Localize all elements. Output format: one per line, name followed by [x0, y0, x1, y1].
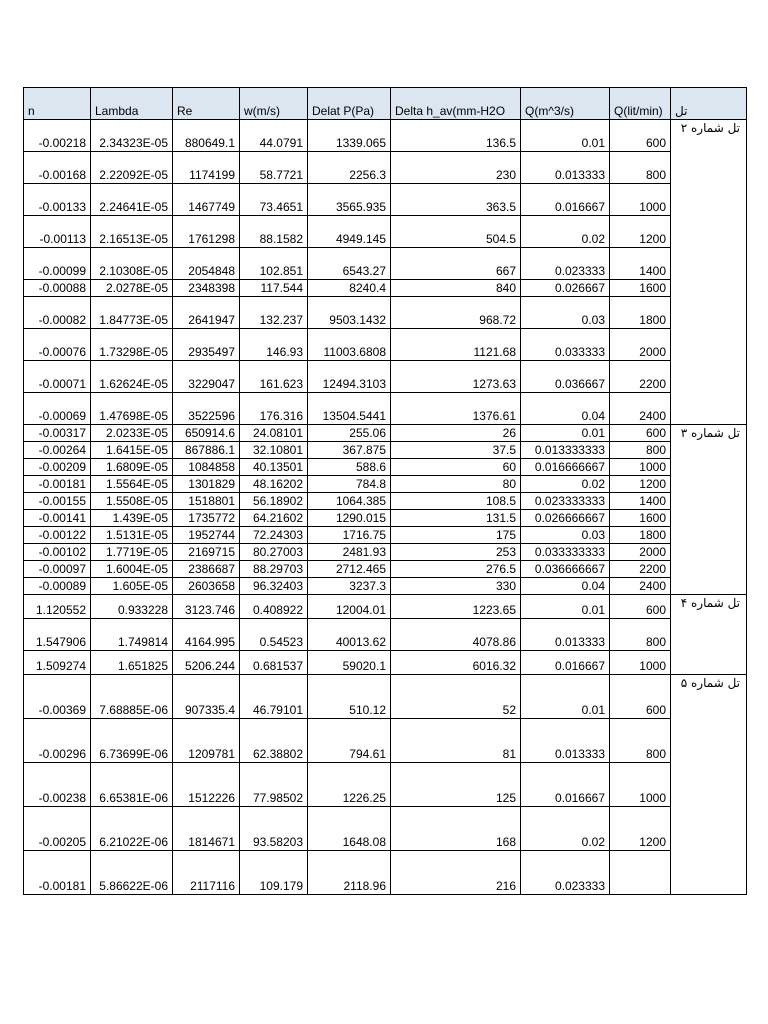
- cell-velocity: 102.851: [240, 248, 308, 280]
- cell-velocity: 176.316: [240, 393, 308, 425]
- cell-n: -0.00122: [24, 527, 91, 544]
- cell-q-m3s: 0.013333: [521, 619, 610, 651]
- cell-lambda: 1.62624E-05: [91, 361, 173, 393]
- cell-n: -0.00238: [24, 763, 91, 807]
- cell-n: -0.00097: [24, 561, 91, 578]
- cell-q-lit-min: 600: [610, 120, 671, 152]
- cell-delta-h: 216: [391, 851, 521, 895]
- cell-delta-h: 26: [391, 425, 521, 442]
- cell-delta-p: 59020.1: [308, 651, 391, 675]
- header-n: n: [24, 88, 91, 120]
- cell-delta-p: 13504.5441: [308, 393, 391, 425]
- cell-re: 880649.1: [173, 120, 240, 152]
- cell-re: 1301829: [173, 476, 240, 493]
- cell-delta-p: 794.61: [308, 719, 391, 763]
- data-table: [23, 87, 747, 895]
- cell-re: 1084858: [173, 459, 240, 476]
- cell-lambda: 1.651825: [91, 651, 173, 675]
- header-delta-h: Delta h_av(mm-H2O: [391, 88, 521, 120]
- cell-n: -0.00155: [24, 493, 91, 510]
- cell-delta-p: 2481.93: [308, 544, 391, 561]
- cell-delta-p: 588.6: [308, 459, 391, 476]
- cell-q-lit-min: 1800: [610, 297, 671, 329]
- group-label: تل شماره ۴: [671, 595, 747, 675]
- cell-delta-h: 108.5: [391, 493, 521, 510]
- cell-lambda: 6.73699E-06: [91, 719, 173, 763]
- cell-q-lit-min: 1800: [610, 527, 671, 544]
- cell-delta-p: 2256.3: [308, 152, 391, 184]
- cell-delta-h: 4078.86: [391, 619, 521, 651]
- cell-q-lit-min: 600: [610, 595, 671, 619]
- cell-re: 650914.6: [173, 425, 240, 442]
- cell-re: 1814671: [173, 807, 240, 851]
- cell-delta-h: 504.5: [391, 216, 521, 248]
- cell-delta-p: 2712.465: [308, 561, 391, 578]
- cell-q-lit-min: 800: [610, 619, 671, 651]
- cell-velocity: 58.7721: [240, 152, 308, 184]
- cell-lambda: 1.749814: [91, 619, 173, 651]
- cell-q-lit-min: 800: [610, 152, 671, 184]
- cell-delta-p: 367.875: [308, 442, 391, 459]
- cell-q-m3s: 0.023333: [521, 248, 610, 280]
- cell-q-m3s: 0.016666667: [521, 459, 610, 476]
- cell-delta-p: 4949.145: [308, 216, 391, 248]
- cell-q-lit-min: 1000: [610, 184, 671, 216]
- table-row: [24, 561, 747, 578]
- cell-delta-h: 1223.65: [391, 595, 521, 619]
- table-row: [24, 442, 747, 459]
- cell-delta-h: 840: [391, 280, 521, 297]
- cell-lambda: 7.68885E-06: [91, 675, 173, 719]
- cell-q-m3s: 0.036666667: [521, 561, 610, 578]
- table-body: [24, 120, 747, 895]
- cell-delta-h: 1121.68: [391, 329, 521, 361]
- cell-delta-p: 12494.3103: [308, 361, 391, 393]
- table-row: [24, 329, 747, 361]
- cell-q-m3s: 0.02: [521, 807, 610, 851]
- cell-q-lit-min: 800: [610, 719, 671, 763]
- cell-n: -0.00141: [24, 510, 91, 527]
- cell-n: -0.00369: [24, 675, 91, 719]
- cell-velocity: 72.24303: [240, 527, 308, 544]
- table-row: [24, 216, 747, 248]
- cell-q-m3s: 0.013333333: [521, 442, 610, 459]
- cell-delta-h: 37.5: [391, 442, 521, 459]
- cell-n: -0.00082: [24, 297, 91, 329]
- table-row: [24, 807, 747, 851]
- cell-delta-p: 12004.01: [308, 595, 391, 619]
- cell-q-m3s: 0.01: [521, 425, 610, 442]
- cell-re: 1174199: [173, 152, 240, 184]
- cell-lambda: 1.5131E-05: [91, 527, 173, 544]
- group-label: تل شماره ۳: [671, 425, 747, 595]
- cell-n: -0.00088: [24, 280, 91, 297]
- table-row: [24, 425, 747, 442]
- cell-re: 1209781: [173, 719, 240, 763]
- table-row: [24, 510, 747, 527]
- cell-n: -0.00205: [24, 807, 91, 851]
- cell-q-m3s: 0.016667: [521, 184, 610, 216]
- cell-delta-h: 253: [391, 544, 521, 561]
- cell-lambda: 6.21022E-06: [91, 807, 173, 851]
- cell-velocity: 88.1582: [240, 216, 308, 248]
- table-row: [24, 493, 747, 510]
- table-row: [24, 527, 747, 544]
- cell-delta-p: 3565.935: [308, 184, 391, 216]
- cell-delta-p: 784.8: [308, 476, 391, 493]
- header-q-lit-min: Q(lit/min): [610, 88, 671, 120]
- cell-delta-p: 8240.4: [308, 280, 391, 297]
- header-lambda: Lambda: [91, 88, 173, 120]
- cell-re: 1512226: [173, 763, 240, 807]
- cell-re: 1952744: [173, 527, 240, 544]
- cell-delta-h: 81: [391, 719, 521, 763]
- cell-q-m3s: 0.033333: [521, 329, 610, 361]
- cell-n: -0.00099: [24, 248, 91, 280]
- cell-velocity: 0.681537: [240, 651, 308, 675]
- cell-n: -0.00218: [24, 120, 91, 152]
- cell-delta-p: 9503.1432: [308, 297, 391, 329]
- cell-q-lit-min: 600: [610, 425, 671, 442]
- cell-velocity: 64.21602: [240, 510, 308, 527]
- table-row: [24, 120, 747, 152]
- table-row: [24, 280, 747, 297]
- cell-re: 907335.4: [173, 675, 240, 719]
- cell-q-m3s: 0.033333333: [521, 544, 610, 561]
- cell-q-m3s: 0.016667: [521, 651, 610, 675]
- cell-lambda: 1.47698E-05: [91, 393, 173, 425]
- cell-re: 2386687: [173, 561, 240, 578]
- cell-q-lit-min: 1000: [610, 459, 671, 476]
- cell-delta-p: 1290.015: [308, 510, 391, 527]
- table-row: [24, 763, 747, 807]
- cell-q-m3s: 0.023333: [521, 851, 610, 895]
- cell-delta-h: 52: [391, 675, 521, 719]
- cell-q-lit-min: 2000: [610, 329, 671, 361]
- cell-re: 2348398: [173, 280, 240, 297]
- cell-q-m3s: 0.036667: [521, 361, 610, 393]
- cell-lambda: 1.605E-05: [91, 578, 173, 595]
- cell-velocity: 24.08101: [240, 425, 308, 442]
- cell-lambda: 2.0233E-05: [91, 425, 173, 442]
- table-row: [24, 248, 747, 280]
- cell-q-lit-min: 2200: [610, 361, 671, 393]
- cell-lambda: 2.0278E-05: [91, 280, 173, 297]
- cell-delta-h: 175: [391, 527, 521, 544]
- header-velocity: w(m/s): [240, 88, 308, 120]
- cell-re: 1467749: [173, 184, 240, 216]
- cell-lambda: 2.24641E-05: [91, 184, 173, 216]
- cell-q-lit-min: 1200: [610, 476, 671, 493]
- cell-lambda: 1.5508E-05: [91, 493, 173, 510]
- cell-q-lit-min: 600: [610, 675, 671, 719]
- cell-q-m3s: 0.02: [521, 476, 610, 493]
- cell-delta-h: 276.5: [391, 561, 521, 578]
- table-row: [24, 544, 747, 561]
- cell-velocity: 146.93: [240, 329, 308, 361]
- cell-velocity: 161.623: [240, 361, 308, 393]
- cell-n: 1.509274: [24, 651, 91, 675]
- cell-re: 2054848: [173, 248, 240, 280]
- cell-lambda: 1.439E-05: [91, 510, 173, 527]
- cell-velocity: 48.16202: [240, 476, 308, 493]
- cell-re: 867886.1: [173, 442, 240, 459]
- cell-n: -0.00113: [24, 216, 91, 248]
- cell-velocity: 77.98502: [240, 763, 308, 807]
- header-row: [24, 88, 747, 120]
- cell-q-m3s: 0.02: [521, 216, 610, 248]
- cell-q-m3s: 0.013333: [521, 152, 610, 184]
- cell-velocity: 46.79101: [240, 675, 308, 719]
- cell-velocity: 117.544: [240, 280, 308, 297]
- cell-re: 1518801: [173, 493, 240, 510]
- cell-q-lit-min: 1000: [610, 763, 671, 807]
- cell-q-lit-min: 2000: [610, 544, 671, 561]
- table-row: [24, 675, 747, 719]
- cell-delta-p: 1226.25: [308, 763, 391, 807]
- cell-q-lit-min: 1400: [610, 493, 671, 510]
- cell-n: -0.00181: [24, 476, 91, 493]
- cell-lambda: 0.933228: [91, 595, 173, 619]
- cell-n: -0.00181: [24, 851, 91, 895]
- cell-n: -0.00133: [24, 184, 91, 216]
- cell-q-m3s: 0.026666667: [521, 510, 610, 527]
- cell-delta-p: 510.12: [308, 675, 391, 719]
- cell-delta-p: 2118.96: [308, 851, 391, 895]
- cell-velocity: 32.10801: [240, 442, 308, 459]
- cell-n: -0.00209: [24, 459, 91, 476]
- cell-q-m3s: 0.01: [521, 120, 610, 152]
- cell-delta-h: 667: [391, 248, 521, 280]
- cell-n: -0.00296: [24, 719, 91, 763]
- cell-velocity: 0.54523: [240, 619, 308, 651]
- cell-velocity: 62.38802: [240, 719, 308, 763]
- cell-delta-h: 168: [391, 807, 521, 851]
- cell-q-lit-min: 1600: [610, 510, 671, 527]
- cell-lambda: 1.6415E-05: [91, 442, 173, 459]
- cell-delta-h: 363.5: [391, 184, 521, 216]
- cell-q-m3s: 0.026667: [521, 280, 610, 297]
- cell-lambda: 1.6004E-05: [91, 561, 173, 578]
- header-q-m3s: Q(m^3/s): [521, 88, 610, 120]
- group-label: تل شماره ۵: [671, 675, 747, 895]
- cell-lambda: 1.5564E-05: [91, 476, 173, 493]
- cell-q-m3s: 0.016667: [521, 763, 610, 807]
- cell-delta-p: 1648.08: [308, 807, 391, 851]
- cell-lambda: 2.16513E-05: [91, 216, 173, 248]
- table-row: [24, 619, 747, 651]
- table-row: [24, 393, 747, 425]
- cell-lambda: 5.86622E-06: [91, 851, 173, 895]
- table-row: [24, 184, 747, 216]
- cell-n: -0.00089: [24, 578, 91, 595]
- cell-q-lit-min: 1000: [610, 651, 671, 675]
- cell-delta-p: 3237.3: [308, 578, 391, 595]
- cell-q-lit-min: 1600: [610, 280, 671, 297]
- cell-delta-p: 255.06: [308, 425, 391, 442]
- cell-n: -0.00069: [24, 393, 91, 425]
- cell-q-m3s: 0.01: [521, 595, 610, 619]
- cell-q-m3s: 0.013333: [521, 719, 610, 763]
- table-row: [24, 651, 747, 675]
- cell-q-m3s: 0.03: [521, 297, 610, 329]
- group-label: تل شماره ۲: [671, 120, 747, 425]
- cell-lambda: 1.7719E-05: [91, 544, 173, 561]
- cell-q-lit-min: [610, 851, 671, 895]
- cell-velocity: 132.237: [240, 297, 308, 329]
- cell-n: -0.00076: [24, 329, 91, 361]
- cell-re: 3522596: [173, 393, 240, 425]
- header-group: تل: [671, 88, 747, 120]
- cell-lambda: 1.84773E-05: [91, 297, 173, 329]
- cell-delta-h: 131.5: [391, 510, 521, 527]
- table-row: [24, 361, 747, 393]
- table-row: [24, 297, 747, 329]
- cell-lambda: 2.34323E-05: [91, 120, 173, 152]
- table-row: [24, 851, 747, 895]
- cell-lambda: 2.10308E-05: [91, 248, 173, 280]
- header-delta-p: Delat P(Pa): [308, 88, 391, 120]
- cell-q-lit-min: 1200: [610, 216, 671, 248]
- cell-velocity: 56.18902: [240, 493, 308, 510]
- cell-delta-h: 1376.61: [391, 393, 521, 425]
- cell-delta-p: 11003.6808: [308, 329, 391, 361]
- cell-velocity: 88.29703: [240, 561, 308, 578]
- cell-n: -0.00264: [24, 442, 91, 459]
- cell-lambda: 1.6809E-05: [91, 459, 173, 476]
- table-row: [24, 476, 747, 493]
- cell-lambda: 6.65381E-06: [91, 763, 173, 807]
- cell-re: 2603658: [173, 578, 240, 595]
- cell-q-lit-min: 2400: [610, 578, 671, 595]
- cell-re: 2169715: [173, 544, 240, 561]
- cell-q-m3s: 0.01: [521, 675, 610, 719]
- cell-velocity: 0.408922: [240, 595, 308, 619]
- cell-delta-h: 968.72: [391, 297, 521, 329]
- cell-re: 3123.746: [173, 595, 240, 619]
- cell-delta-h: 1273.63: [391, 361, 521, 393]
- cell-velocity: 40.13501: [240, 459, 308, 476]
- cell-velocity: 93.58203: [240, 807, 308, 851]
- header-re: Re: [173, 88, 240, 120]
- cell-n: -0.00317: [24, 425, 91, 442]
- cell-delta-p: 40013.62: [308, 619, 391, 651]
- cell-delta-h: 60: [391, 459, 521, 476]
- table-row: [24, 152, 747, 184]
- cell-delta-p: 1339.065: [308, 120, 391, 152]
- cell-delta-p: 1716.75: [308, 527, 391, 544]
- cell-q-lit-min: 1200: [610, 807, 671, 851]
- cell-re: 2641947: [173, 297, 240, 329]
- cell-delta-p: 6543.27: [308, 248, 391, 280]
- cell-velocity: 96.32403: [240, 578, 308, 595]
- cell-n: -0.00168: [24, 152, 91, 184]
- cell-n: 1.120552: [24, 595, 91, 619]
- cell-delta-h: 230: [391, 152, 521, 184]
- cell-velocity: 44.0791: [240, 120, 308, 152]
- table-row: [24, 595, 747, 619]
- cell-re: 5206.244: [173, 651, 240, 675]
- cell-q-lit-min: 800: [610, 442, 671, 459]
- cell-lambda: 1.73298E-05: [91, 329, 173, 361]
- cell-re: 1735772: [173, 510, 240, 527]
- cell-q-lit-min: 2400: [610, 393, 671, 425]
- cell-q-m3s: 0.04: [521, 578, 610, 595]
- cell-delta-h: 330: [391, 578, 521, 595]
- cell-velocity: 80.27003: [240, 544, 308, 561]
- cell-lambda: 2.22092E-05: [91, 152, 173, 184]
- cell-q-lit-min: 2200: [610, 561, 671, 578]
- table-row: [24, 578, 747, 595]
- cell-velocity: 73.4651: [240, 184, 308, 216]
- table-row: [24, 719, 747, 763]
- cell-re: 4164.995: [173, 619, 240, 651]
- cell-delta-h: 136.5: [391, 120, 521, 152]
- cell-re: 2117116: [173, 851, 240, 895]
- cell-q-lit-min: 1400: [610, 248, 671, 280]
- cell-q-m3s: 0.03: [521, 527, 610, 544]
- cell-velocity: 109.179: [240, 851, 308, 895]
- cell-q-m3s: 0.023333333: [521, 493, 610, 510]
- cell-n: -0.00071: [24, 361, 91, 393]
- cell-re: 3229047: [173, 361, 240, 393]
- cell-q-m3s: 0.04: [521, 393, 610, 425]
- cell-delta-p: 1064.385: [308, 493, 391, 510]
- cell-delta-h: 80: [391, 476, 521, 493]
- cell-n: 1.547906: [24, 619, 91, 651]
- cell-n: -0.00102: [24, 544, 91, 561]
- cell-re: 1761298: [173, 216, 240, 248]
- cell-delta-h: 125: [391, 763, 521, 807]
- table-row: [24, 459, 747, 476]
- cell-delta-h: 6016.32: [391, 651, 521, 675]
- cell-re: 2935497: [173, 329, 240, 361]
